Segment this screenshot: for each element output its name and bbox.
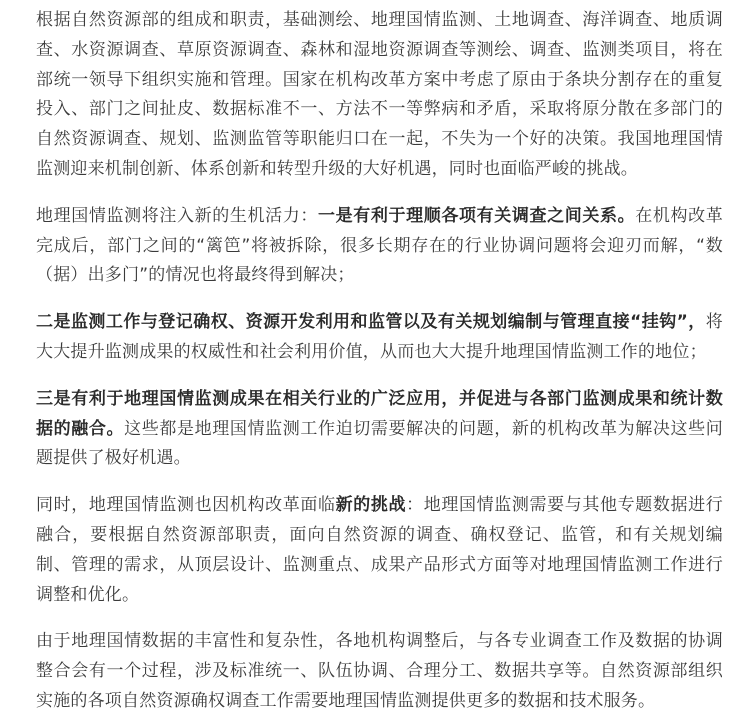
paragraph-point-two-rest: 将大大提升监测成果的权威性和社会利用价值，从而也大大提升地理国情监测工作的地位；: [36, 312, 723, 362]
paragraph-point-three: [36, 385, 723, 474]
paragraph-vitality-lead: 地理国情监测将注入新的生机活力：: [36, 205, 319, 226]
paragraph-point-three-rest: 这些都是地理国情监测工作迫切需要解决的问题，新的机构改革为解决这些问题提供了极好机遇。: [36, 418, 723, 469]
paragraph-intro-text: 根据自然资源部的组成和职责，基础测绘、地理国情监测、土地调查、海洋调查、地质调查、水资源调查、草原资源调查、森林和湿地资源调查等测绘、调查、监测类项目，将在部统一领导下组织实施和管理。国家在机构改革方案中考虑了原由于条块分割存在的重复投入、部门之间扯皮、数据标准不一、方法不一等弊病和矛盾，采取将原分散在多部门的自然资源调查、规划、监测监管等职能归口在一起，不失为一个好的决策。我国地理国情监测迎来机制创新、体系创新和转型升级的大好机遇，同时也面临严峻的挑战。: [36, 10, 723, 179]
paragraph-challenges: [36, 491, 723, 610]
point-three-heading: 三是有利于地理国情监测成果在相关行业的广泛应用，并促进与各部门监测成果和统计数据的融合。: [36, 388, 723, 439]
paragraph-vitality: [36, 202, 723, 291]
paragraph-conclusion: [36, 627, 723, 716]
paragraph-vitality-rest: 在机构改革完成后，部门之间的“篱笆”将被拆除，很多长期存在的行业协调问题将会迎刃而解，“数（据）出多门”的情况也将最终得到解决；: [36, 205, 724, 286]
paragraph-point-two: [36, 308, 723, 368]
paragraph-conclusion-text: 由于地理国情数据的丰富性和复杂性，各地机构调整后，与各专业调查工作及数据的协调整合会有一个过程，涉及标准统一、队伍协调、合理分工、数据共享等。自然资源部组织实施的各项自然资源确权调查工作需要地理国情监测提供更多的数据和技术服务。: [36, 631, 723, 711]
paragraph-challenges-rest: ：地理国情监测需要与其他专题数据进行融合，要根据自然资源部职责，面向自然资源的调查、确权登记、监管，和有关规划编制、管理的需求，从顶层设计、监测重点、成果产品形式方面等对地理国情监测工作进行调整和优化。: [36, 495, 723, 605]
paragraph-intro: [36, 6, 723, 185]
point-two-heading: 二是监测工作与登记确权、资源开发利用和监管以及有关规划编制与管理直接“挂钩”，: [36, 312, 706, 333]
point-one-heading: 一是有利于理顺各项有关调查之间关系。: [318, 205, 636, 226]
paragraph-challenges-lead: 同时，地理国情监测也因机构改革面临: [36, 495, 336, 516]
challenges-heading: 新的挑战: [335, 495, 407, 516]
